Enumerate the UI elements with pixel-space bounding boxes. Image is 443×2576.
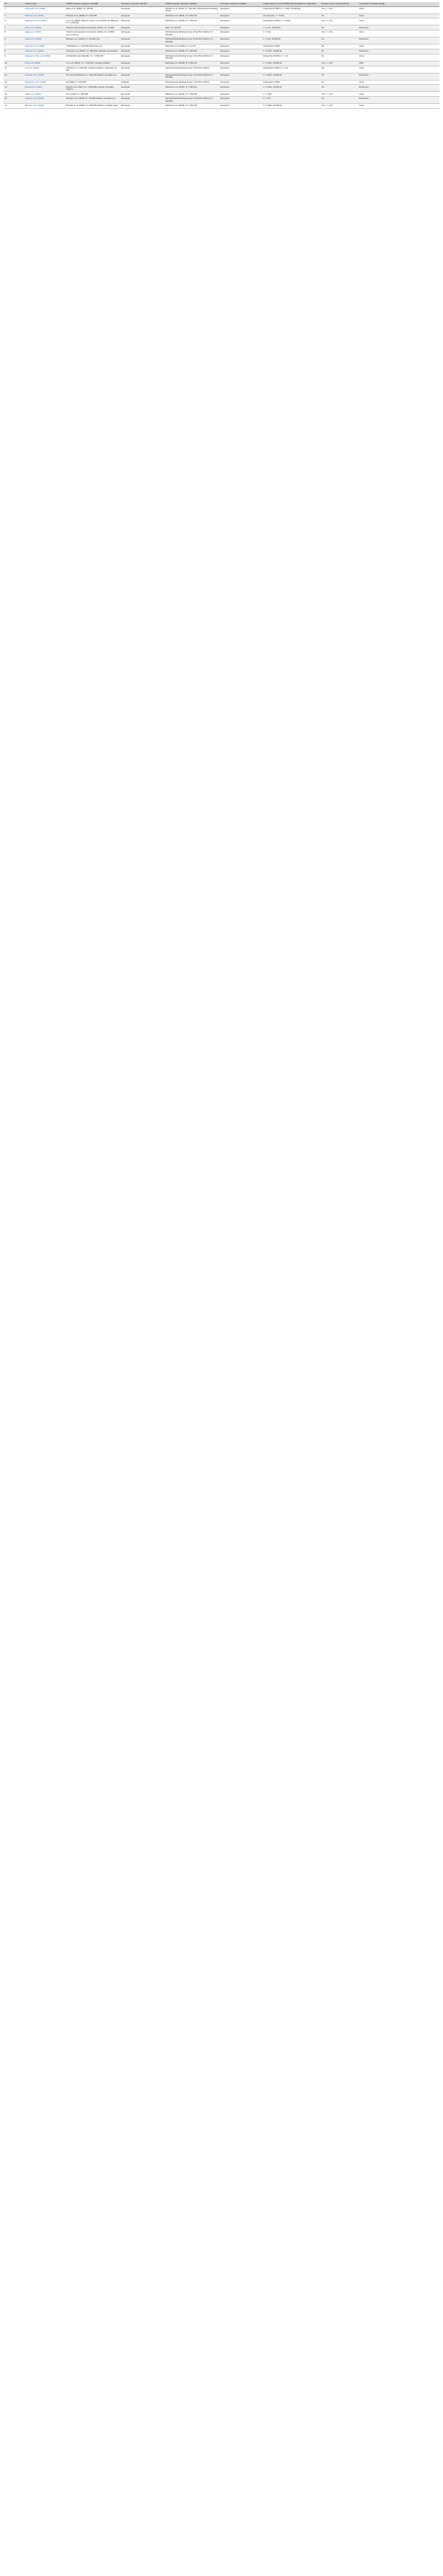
gwas-outcome-cell: Wootton et al. (2018), N = 462,690; Schizophrenia Working Group bbox=[165, 6, 220, 13]
proxies-cell: No bbox=[320, 45, 358, 49]
multiple-testing-correction-cell: None bbox=[358, 54, 439, 61]
multiple-testing-correction-cell: Bonferroni bbox=[358, 85, 439, 92]
column-header: GWAS sample outcome variable bbox=[165, 2, 220, 6]
table-row bbox=[4, 85, 439, 92]
ancestry-exposure-cell: European bbox=[120, 66, 164, 73]
snp-independence-cell: Independent SNPs (r² < 0.1) bbox=[262, 66, 321, 73]
gwas-exposure-cell: Tobacco and Genetics Consortium (2010), N = 74,053; ever smoking bbox=[65, 30, 120, 37]
ancestry-exposure-cell: European bbox=[120, 85, 164, 92]
gwas-outcome-cell: Schizophrenia Working Group of the PGC (2014), N = 150,064 bbox=[165, 97, 220, 104]
gwas-exposure-cell: ICC (2018), N = 184,765 bbox=[65, 92, 120, 97]
multiple-testing-correction-cell: None bbox=[358, 92, 439, 97]
table-row bbox=[4, 66, 439, 73]
row-id-cell: 12 bbox=[4, 73, 24, 80]
multiple-testing-correction-cell: None bbox=[358, 66, 439, 73]
row-id-cell: 14 bbox=[4, 85, 24, 92]
proxies-cell: No bbox=[320, 37, 358, 45]
proxies-cell: No bbox=[320, 54, 358, 61]
table-row bbox=[4, 18, 439, 25]
row-id-cell: 2 bbox=[4, 13, 24, 18]
table-row bbox=[4, 61, 439, 66]
author-year-cell: Reginsson et al. (2018) bbox=[24, 80, 65, 85]
gwas-exposure-cell: Tobacco and Genetics Consortium (2010), N = 74,053 bbox=[65, 25, 120, 30]
ancestry-outcome-cell: European bbox=[220, 6, 262, 13]
table-body bbox=[4, 6, 439, 108]
multiple-testing-correction-cell: None bbox=[358, 80, 439, 85]
ancestry-exposure-cell: European bbox=[120, 49, 164, 54]
author-year-cell: Karlsson Linnér et al. (2019) bbox=[24, 54, 65, 61]
gwas-exposure-cell: ICC and UK Biobank, N = 184,765; lifetime cannabis use bbox=[65, 73, 120, 80]
ancestry-outcome-cell: European bbox=[220, 85, 262, 92]
multiple-testing-correction-cell: Bonferroni bbox=[358, 37, 439, 45]
snp-independence-cell: LD clumping, r² < 0.001 bbox=[262, 13, 321, 18]
gwas-outcome-cell: PGC, N = 82,315 bbox=[165, 25, 220, 30]
multiple-testing-correction-cell: None bbox=[358, 45, 439, 49]
ancestry-exposure-cell: European bbox=[120, 54, 164, 61]
snp-independence-cell: r² < 0.01, 10,000 kb bbox=[262, 37, 321, 45]
column-header: Proxies used, and threshold bbox=[320, 2, 358, 6]
multiple-testing-correction-cell: FDR bbox=[358, 61, 439, 66]
ancestry-outcome-cell: European bbox=[220, 73, 262, 80]
gwas-outcome-cell: Pardinas et al. (2018), N = 105,318 bbox=[165, 92, 220, 97]
proxies-cell: No bbox=[320, 80, 358, 85]
ancestry-outcome-cell: European bbox=[220, 49, 262, 54]
ancestry-exposure-cell: European bbox=[120, 92, 164, 97]
gwas-outcome-cell: Schizophrenia Working Group of the PGC (2014), N = 150,064 bbox=[165, 37, 220, 45]
gwas-outcome-cell: Pardinas et al. (2018), N = 105,318 bbox=[165, 85, 220, 92]
row-id-cell: 9 bbox=[4, 54, 24, 61]
multiple-testing-correction-cell: None bbox=[358, 13, 439, 18]
table-row bbox=[4, 97, 439, 104]
column-header: ID bbox=[4, 2, 24, 6]
author-year-cell: Wootton et al. (2020) bbox=[24, 104, 65, 109]
table-row bbox=[4, 92, 439, 97]
author-year-cell: Johnson et al. (2021) bbox=[24, 49, 65, 54]
gwas-exposure-cell: Stringer et al. (2016), N = 32,330; lifetime cannabis use bbox=[65, 97, 120, 104]
multiple-testing-correction-cell: None bbox=[358, 104, 439, 109]
ancestry-outcome-cell: European bbox=[220, 66, 262, 73]
proxies-cell: No bbox=[320, 85, 358, 92]
multiple-testing-correction-cell: Bonferroni bbox=[358, 73, 439, 80]
table-row bbox=[4, 80, 439, 85]
gwas-exposure-cell: Johnson et al. (2020), N = 384,954; cannabis use disorder bbox=[65, 49, 120, 54]
row-id-cell: 6 bbox=[4, 37, 24, 45]
gwas-exposure-cell: GSCAN, N = 1,232,091; smoking initiation, cigarettes per day bbox=[65, 66, 120, 73]
ancestry-exposure-cell: European bbox=[120, 30, 164, 37]
row-id-cell: 5 bbox=[4, 30, 24, 37]
multiple-testing-correction-cell: Bonferroni bbox=[358, 97, 439, 104]
ancestry-outcome-cell: European bbox=[220, 18, 262, 25]
gwas-outcome-cell: Schizophrenia Working Group of the PGC (2014) bbox=[165, 66, 220, 73]
proxies-cell: Yes, r² > 0.8 bbox=[320, 30, 358, 37]
author-year-cell: Ahluwalia et al. (2018) bbox=[24, 6, 65, 13]
multiple-testing-correction-cell: Bonferroni bbox=[358, 49, 439, 54]
gwas-exposure-cell: Wootton et al. (2020), N = 462,690; lifetime smoking index bbox=[65, 104, 120, 109]
multiple-testing-correction-cell: None bbox=[358, 6, 439, 13]
author-year-cell: Sallis et al. (2021) bbox=[24, 92, 65, 97]
ancestry-exposure-cell: European bbox=[120, 45, 164, 49]
ancestry-exposure-cell: European bbox=[120, 37, 164, 45]
table-row bbox=[4, 49, 439, 54]
gwas-outcome-cell: Schizophrenia Working Group of the PGC (2014) bbox=[165, 80, 220, 85]
column-header: GWAS sample exposure variable bbox=[65, 2, 120, 6]
table-row bbox=[4, 54, 439, 61]
ancestry-outcome-cell: European bbox=[220, 97, 262, 104]
snp-independence-cell: r² < 0.01 bbox=[262, 30, 321, 37]
gwas-exposure-cell: Liu et al. (2019), N = 1,232,091; smoking initiation bbox=[65, 61, 120, 66]
multiple-testing-correction-cell: None bbox=[358, 30, 439, 37]
snp-independence-cell: Independent SNPs bbox=[262, 80, 321, 85]
author-year-cell: Bahrami et al. (2020) bbox=[24, 13, 65, 18]
proxies-cell: No bbox=[320, 25, 358, 30]
column-header: Ancestry exposure sample bbox=[120, 2, 164, 6]
row-id-cell: 10 bbox=[4, 61, 24, 66]
row-id-cell: 15 bbox=[4, 92, 24, 97]
row-id-cell: 13 bbox=[4, 80, 24, 85]
author-year-cell: Liu et al. (2019) bbox=[24, 66, 65, 73]
snp-independence-cell: r² < 0.001, 10,000 kb bbox=[262, 49, 321, 54]
ancestry-exposure-cell: European bbox=[120, 25, 164, 30]
gwas-outcome-cell: Pardinas et al. (2018), N = 105,318 bbox=[165, 18, 220, 25]
ancestry-outcome-cell: European bbox=[220, 92, 262, 97]
author-year-cell: Rosoff et al. (2021) bbox=[24, 85, 65, 92]
ancestry-outcome-cell: European bbox=[220, 104, 262, 109]
gwas-outcome-cell: Schizophrenia Working Group of the PGC (2014), N = 150,064 bbox=[165, 54, 220, 61]
table-row bbox=[4, 45, 439, 49]
proxies-cell: Yes, r² > 0.8 bbox=[320, 92, 358, 97]
snp-independence-cell: Independent SNPs (r² < 0.1) bbox=[262, 54, 321, 61]
ancestry-outcome-cell: European bbox=[220, 80, 262, 85]
author-year-cell: Vaucher et al. (2018) bbox=[24, 97, 65, 104]
gwas-outcome-cell: Pardinas et al. (2018), N = 105,318 bbox=[165, 13, 220, 18]
ancestry-outcome-cell: European bbox=[220, 13, 262, 18]
row-id-cell: 3 bbox=[4, 18, 24, 25]
column-header: Correction multiple testing bbox=[358, 2, 439, 6]
ancestry-outcome-cell: European bbox=[220, 45, 262, 49]
row-id-cell: 4 bbox=[4, 25, 24, 30]
table-container bbox=[4, 2, 439, 109]
column-header: Ancestry outcome variable bbox=[220, 2, 262, 6]
gwas-outcome-cell: Pardinas et al. (2018), N = 105,318 bbox=[165, 49, 220, 54]
proxies-cell: Yes, r² > 0.8 bbox=[320, 6, 358, 13]
snp-independence-cell: Independent SNPs (r² < 0.001) bbox=[262, 18, 321, 25]
ancestry-exposure-cell: Icelandic bbox=[120, 80, 164, 85]
row-id-cell: 8 bbox=[4, 49, 24, 54]
author-year-cell: Barkhuizen et al. (2020) bbox=[24, 18, 65, 25]
row-id-cell: 16 bbox=[4, 97, 24, 104]
gwas-exposure-cell: Pasman et al. (2018), N = 184,765 bbox=[65, 13, 120, 18]
proxies-cell: Yes, r² > 0.8 bbox=[320, 61, 358, 66]
gwas-outcome-cell: Pardinas et al. (2018), N = 105,318 bbox=[165, 104, 220, 109]
ancestry-outcome-cell: European bbox=[220, 30, 262, 37]
snp-independence-cell: r² < 0.01 bbox=[262, 97, 321, 104]
ancestry-exposure-cell: European bbox=[120, 6, 164, 13]
gwas-exposure-cell: Liu et al. (2019); Karlsson Linnér et al. (2019); UK Biobank, N = 1,232,091 bbox=[65, 18, 120, 25]
ancestry-outcome-cell: European bbox=[220, 25, 262, 30]
gwas-outcome-cell: Hiemstra et al. (2018), N = 11,728 bbox=[165, 45, 220, 49]
row-id-cell: 7 bbox=[4, 45, 24, 49]
gwas-exposure-cell: UK Biobank, N = 332,000; illicit drug use bbox=[65, 45, 120, 49]
snp-independence-cell: r² < 0.001, 10,000 kb bbox=[262, 85, 321, 92]
gwas-exposure-cell: deCODE, N = 150,000 bbox=[65, 80, 120, 85]
column-header: Independence of the SNPs (LD threshold or otherwise) bbox=[262, 2, 321, 6]
snp-independence-cell: Independent SNPs (r² < 0.001, 10,000 kb) bbox=[262, 6, 321, 13]
gwas-outcome-cell: Schizophrenia Working Group of the PGC (2014), N = 150,064 bbox=[165, 30, 220, 37]
proxies-cell: Yes, r² > 0.8 bbox=[320, 104, 358, 109]
ancestry-exposure-cell: European bbox=[120, 18, 164, 25]
author-year-cell: Pasman et al. (2018) bbox=[24, 73, 65, 80]
table-row bbox=[4, 73, 439, 80]
data-table bbox=[4, 2, 439, 109]
snp-independence-cell: Independent SNPs bbox=[262, 45, 321, 49]
ancestry-outcome-cell: European bbox=[220, 61, 262, 66]
snp-independence-cell: r² < 0.001, 10,000 kb bbox=[262, 61, 321, 66]
ancestry-outcome-cell: European bbox=[220, 54, 262, 61]
proxies-cell: No bbox=[320, 13, 358, 18]
author-year-cell: Chen et al. (2019) bbox=[24, 25, 65, 30]
ancestry-exposure-cell: European bbox=[120, 61, 164, 66]
snp-independence-cell: r² < 0.001 bbox=[262, 92, 321, 97]
multiple-testing-correction-cell: Bonferroni bbox=[358, 25, 439, 30]
author-year-cell: Gage et al. (2018) bbox=[24, 37, 65, 45]
snp-independence-cell: r² < 0.01, 10,000 kb bbox=[262, 25, 321, 30]
snp-independence-cell: r² < 0.001, 10,000 kb bbox=[262, 73, 321, 80]
table-row bbox=[4, 6, 439, 13]
gwas-outcome-cell: Pardinas et al. (2018), N = 105,318 bbox=[165, 61, 220, 66]
ancestry-exposure-cell: European bbox=[120, 97, 164, 104]
column-header: Author year bbox=[24, 2, 65, 6]
ancestry-exposure-cell: European bbox=[120, 13, 164, 18]
table-row bbox=[4, 30, 439, 37]
ancestry-exposure-cell: European bbox=[120, 104, 164, 109]
gwas-exposure-cell: Ware et al. (2016), N = 25,301 bbox=[65, 6, 120, 13]
proxies-cell: No bbox=[320, 97, 358, 104]
proxies-cell: Yes, r² > 0.8 bbox=[320, 18, 358, 25]
proxies-cell: No bbox=[320, 66, 358, 73]
row-id-cell: 17 bbox=[4, 104, 24, 109]
gwas-exposure-cell: UK Biobank and 23andMe, N = 1,030,000 bbox=[65, 54, 120, 61]
gwas-exposure-cell: Rosoff et al. (2021), N = 1,230,000; alcohol, cannabis, tobacco bbox=[65, 85, 120, 92]
table-row bbox=[4, 25, 439, 30]
table-row bbox=[4, 104, 439, 109]
gwas-outcome-cell: Schizophrenia Working Group of the PGC (2014), N = 150,064 bbox=[165, 73, 220, 80]
row-id-cell: 11 bbox=[4, 66, 24, 73]
ancestry-exposure-cell: European bbox=[120, 73, 164, 80]
author-year-cell: King et al. (2020) bbox=[24, 61, 65, 66]
proxies-cell: No bbox=[320, 73, 358, 80]
table-row bbox=[4, 37, 439, 45]
gwas-exposure-cell: Stringer et al. (2016), N = 32,330; ICC bbox=[65, 37, 120, 45]
row-id-cell: 1 bbox=[4, 6, 24, 13]
ancestry-outcome-cell: European bbox=[220, 37, 262, 45]
multiple-testing-correction-cell: None bbox=[358, 18, 439, 25]
author-year-cell: Hiemstra et al. (2018) bbox=[24, 45, 65, 49]
author-year-cell: Gage et al. (2017) bbox=[24, 30, 65, 37]
snp-independence-cell: r² < 0.001, 10,000 kb bbox=[262, 104, 321, 109]
table-row bbox=[4, 13, 439, 18]
proxies-cell: No bbox=[320, 49, 358, 54]
